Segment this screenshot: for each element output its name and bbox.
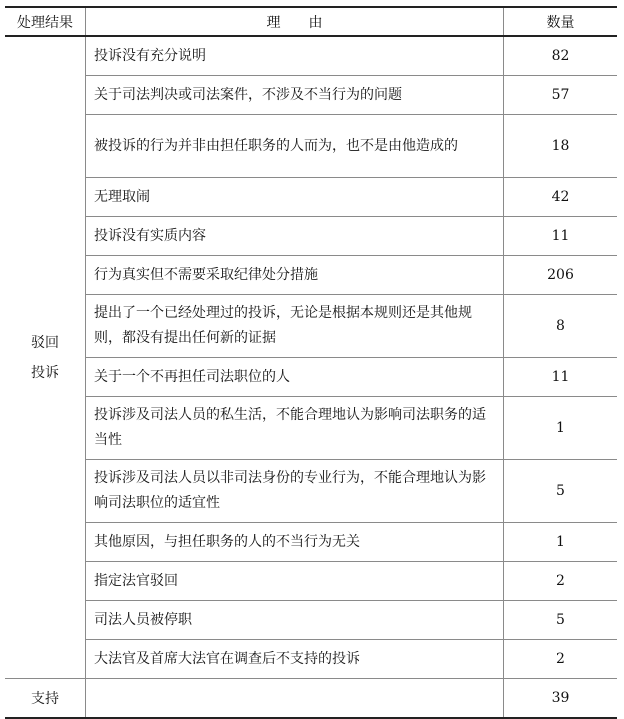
count-cell: 39 [504, 679, 618, 719]
table-row [5, 295, 617, 358]
table-row [5, 640, 617, 679]
header-result: 处理结果 [5, 7, 86, 36]
reason-cell: 投诉涉及司法人员的私生活，不能合理地认为影响司法职务的适当性 [86, 397, 504, 460]
count-cell: 11 [504, 217, 618, 256]
count-cell: 206 [504, 256, 618, 295]
count-cell: 82 [504, 36, 618, 76]
count-cell: 1 [504, 397, 618, 460]
count-cell: 2 [504, 562, 618, 601]
group-label-supported: 支持 [5, 679, 86, 719]
count-cell: 57 [504, 76, 618, 115]
table-row [5, 256, 617, 295]
count-cell: 42 [504, 178, 618, 217]
reason-cell: 关于司法判决或司法案件，不涉及不当行为的问题 [86, 76, 504, 115]
table-row [5, 523, 617, 562]
reason-cell: 被投诉的行为并非由担任职务的人而为，也不是由他造成的 [86, 115, 504, 178]
reason-cell: 无理取闹 [86, 178, 504, 217]
table-row [5, 562, 617, 601]
reason-cell: 大法官及首席大法官在调查后不支持的投诉 [86, 640, 504, 679]
header-reason: 理 由 [86, 7, 504, 36]
reason-cell: 行为真实但不需要采取纪律处分措施 [86, 256, 504, 295]
reason-cell: 其他原因，与担任职务的人的不当行为无关 [86, 523, 504, 562]
table-row [5, 76, 617, 115]
table-header-row [5, 7, 617, 36]
group-label-line1: 驳回 [31, 334, 59, 351]
count-cell: 8 [504, 295, 618, 358]
table-row [5, 217, 617, 256]
table-row [5, 358, 617, 397]
table-row [5, 397, 617, 460]
group-label-dismissed [5, 36, 86, 679]
table-row [5, 460, 617, 523]
reason-cell [86, 679, 504, 719]
reason-cell: 投诉涉及司法人员以非司法身份的专业行为，不能合理地认为影响司法职位的适宜性 [86, 460, 504, 523]
complaint-results-table [5, 6, 617, 719]
reason-cell: 指定法官驳回 [86, 562, 504, 601]
table-row [5, 36, 617, 76]
count-cell: 11 [504, 358, 618, 397]
count-cell: 5 [504, 460, 618, 523]
table-row-supported [5, 679, 617, 719]
table-row [5, 178, 617, 217]
table-row [5, 115, 617, 178]
reason-cell: 提出了一个已经处理过的投诉，无论是根据本规则还是其他规则，都没有提出任何新的证据 [86, 295, 504, 358]
reason-cell: 司法人员被停职 [86, 601, 504, 640]
count-cell: 5 [504, 601, 618, 640]
group-label-line2: 投诉 [31, 364, 59, 381]
count-cell: 1 [504, 523, 618, 562]
reason-cell: 投诉没有实质内容 [86, 217, 504, 256]
header-count: 数量 [504, 7, 618, 36]
reason-cell: 关于一个不再担任司法职位的人 [86, 358, 504, 397]
count-cell: 2 [504, 640, 618, 679]
reason-cell: 投诉没有充分说明 [86, 36, 504, 76]
count-cell: 18 [504, 115, 618, 178]
